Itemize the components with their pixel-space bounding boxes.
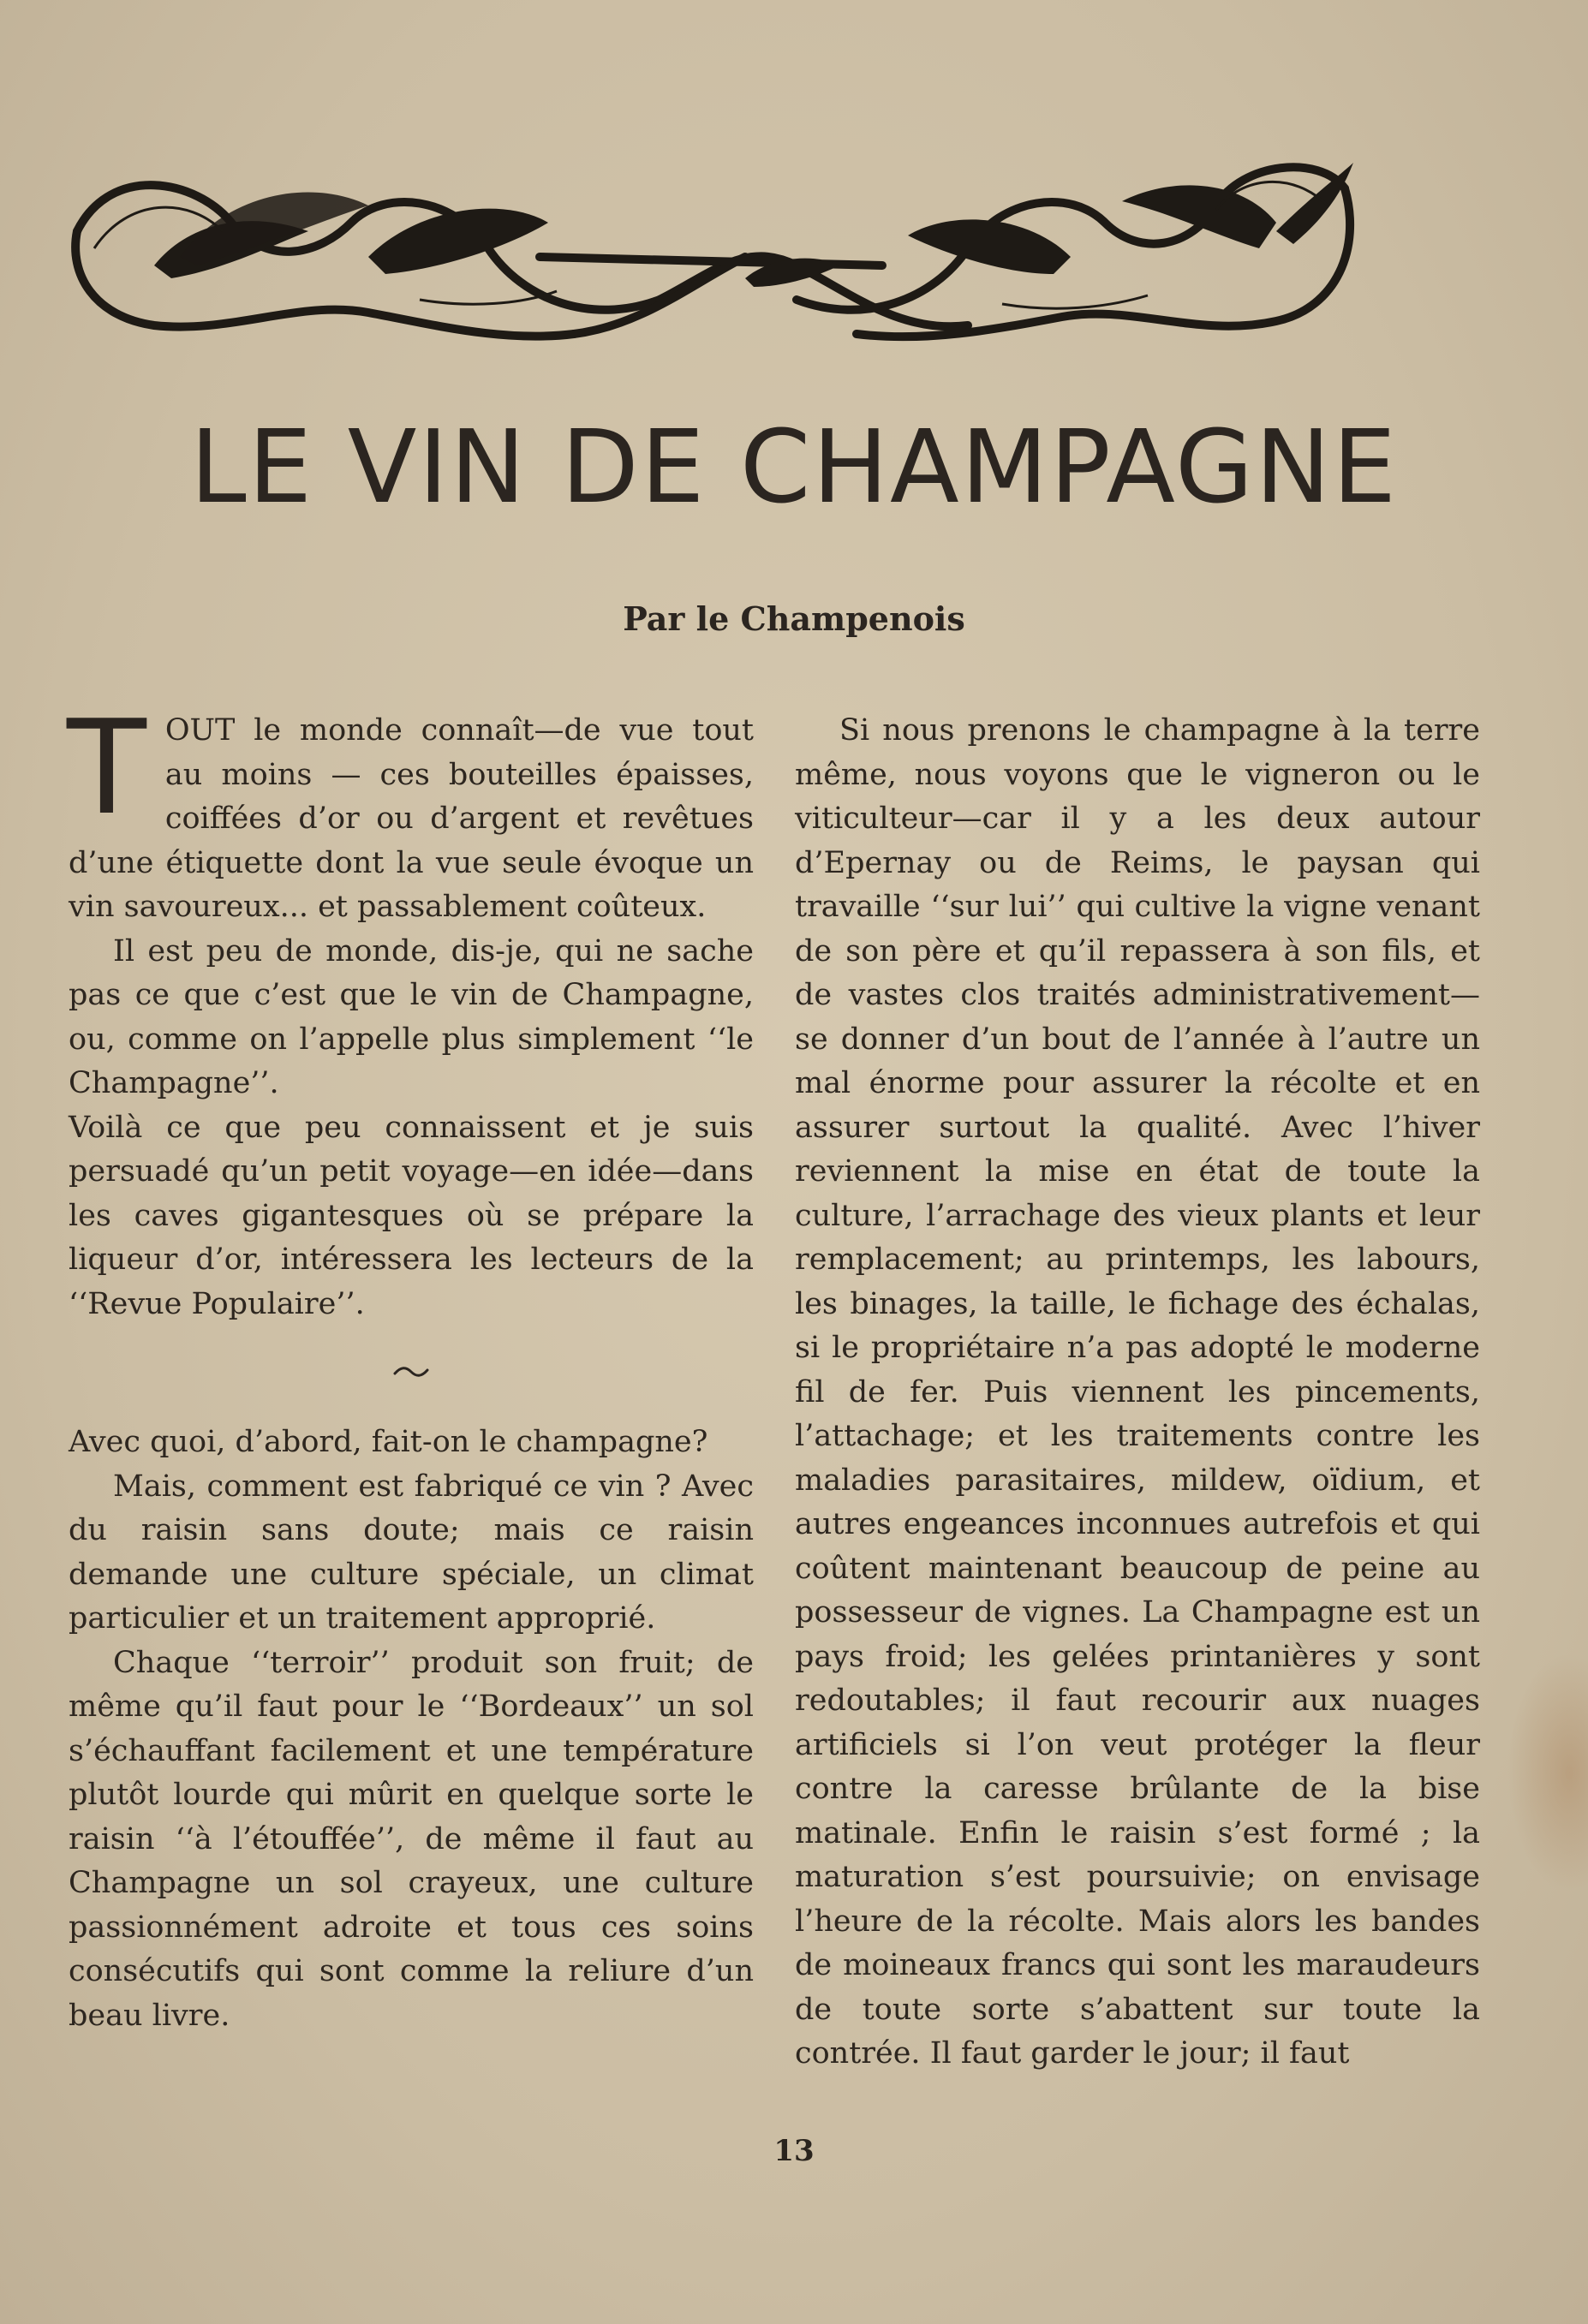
paragraph: Il est peu de monde, dis-je, qui ne sache pas ce que c’est que le vin de Champagne, ou, comme on l’appelle plus simplement ‘‘le Champagne’’. [69,933,754,1100]
drop-cap: T [67,692,146,843]
paragraph: Mais, comment est fabriqué ce vin ? Avec du raisin sans doute; mais ce raisin demande une culture spéciale, un climat particulier et un traitement approprié. [69,1469,754,1636]
tulip-ribbon-ornament-icon [60,128,1362,368]
section-separator [69,1330,754,1415]
paragraph: TOUT le monde connaît—de vue tout au moins — ces bouteilles épaisses, coiffées d’or ou d’argent et revêtues d’une étiquette dont la vue seule évoque un vin savoureux... et passablement coûteux. [67,692,754,924]
paragraph: Voilà ce que peu connaissent et je suis persuadé qu’un petit voyage—en idée—dans les caves gigantesques où se prépare la liqueur d’or, intéressera les lecteurs de la ‘‘Revue Populaire’’. [69,1110,754,1321]
paragraph: Avec quoi, d’abord, fait-on le champagne? [69,1425,708,1459]
paragraph: Si nous prenons le champagne à la terre même, nous voyons que le vigneron ou le viticulteur—car il y a les deux autour d’Epernay ou de Reims, le paysan qui travaille ‘‘sur lui’’ qui cultive la vigne venant de son père et qu’il repassera à son fils, et de vastes clos traités administrativement—se donner d’un bout de l’année à l’autre un mal énorme pour assurer la récolte et en assurer surtout la qualité. Avec l’hiver reviennent la mise en état de toute la culture, l’arrachage des vieux plants et leur remplacement; au printemps, les labours, les binages, la taille, le fichage des échalas, si le propriétaire n’a pas adopté le moderne fil de fer. Puis viennent les pincements, l’attachage; et les traitements contre les maladies parasitaires, mildew, oïdium, et autres engeances inconnues autrefois et qui coûtent maintenant beaucoup de peine au possesseur de vignes. La Champagne est un pays froid; les gelées printanières y sont redoutables; il faut recourir aux nuages artificiels si l’on veut protéger la fleur contre la caresse brûlante de la bise matinale. Enfin le raisin s’est formé ; la maturation s’est poursuivie; on envisage l’heure de la récolte. Mais alors les bandes de moineaux francs qui sont les maraudeurs de toute sorte s’abattent sur toute la contrée. Il faut garder le jour; il faut [795,713,1480,2071]
left-column [67,692,754,2038]
paragraph: Chaque ‘‘terroir’’ produit son fruit; de même qu’il faut pour le ‘‘Bordeaux’’ un sol s’échauffant facilement et une température plutôt lourde qui mûrit en quelque sorte le raisin ‘‘à l’étouffée’’, de même il faut au Champagne un sol crayeux, une culture passionnément adroite et tous ces soins consécutifs qui sont comme la reliure d’un beau livre. [69,1645,754,2033]
author-byline: Par le Champenois [623,599,965,638]
page-number: 13 [773,2134,815,2168]
wavy-dash-icon [392,1365,430,1380]
right-column [795,709,1480,2077]
paper-stain [1507,1653,1588,1892]
page-title: LE VIN DE CHAMPAGNE [189,408,1399,526]
